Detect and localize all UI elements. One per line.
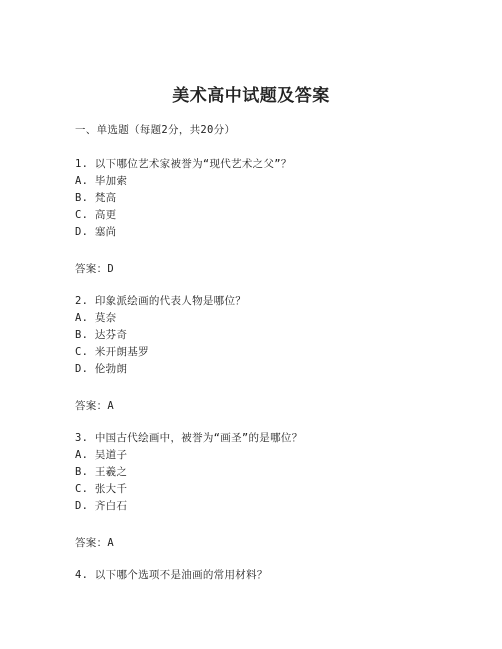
question-3-answer: 答案：A [75, 537, 115, 549]
question-2-option-b: B. 达芬奇 [75, 329, 128, 341]
section-heading: 一、单选题（每题2分，共20分） [75, 124, 236, 136]
question-3-option-b: B. 王羲之 [75, 466, 128, 478]
question-2-answer: 答案：A [75, 400, 115, 412]
question-3-option-a: A. 吴道子 [75, 449, 128, 461]
question-4-stem: 4. 以下哪个选项不是油画的常用材料？ [75, 569, 268, 581]
question-2-option-c: C. 米开朗基罗 [75, 346, 149, 358]
question-2-option-a: A. 莫奈 [75, 312, 117, 324]
question-1-option-c: C. 高更 [75, 209, 117, 221]
question-1-option-d: D. 塞尚 [75, 226, 117, 238]
question-3-option-c: C. 张大千 [75, 483, 128, 495]
question-1-answer: 答案：D [75, 263, 115, 275]
question-1-option-b: B. 梵高 [75, 192, 117, 204]
document-title: 美术高中试题及答案 [172, 86, 330, 106]
question-3-option-d: D. 齐白石 [75, 500, 128, 512]
question-2-option-d: D. 伦勃朗 [75, 363, 128, 375]
question-2-stem: 2. 印象派绘画的代表人物是哪位？ [75, 295, 247, 307]
question-1-option-a: A. 毕加索 [75, 175, 128, 187]
question-3-stem: 3. 中国古代绘画中，被誉为“画圣”的是哪位？ [75, 432, 303, 444]
question-1-stem: 1. 以下哪位艺术家被誉为“现代艺术之父”？ [75, 158, 292, 170]
